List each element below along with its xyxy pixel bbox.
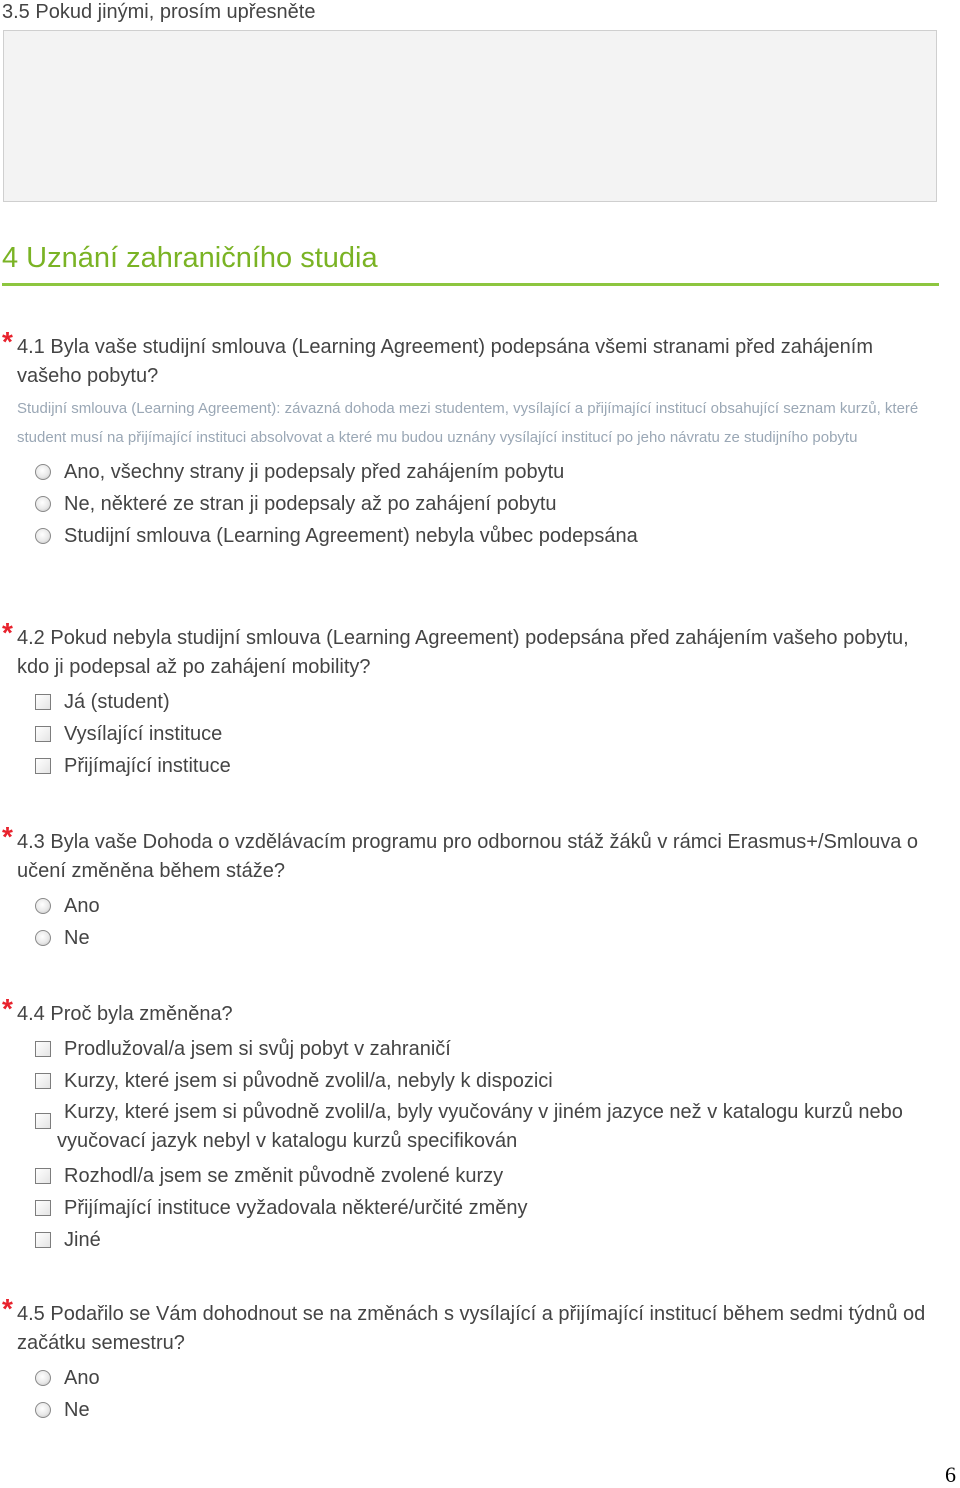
- option-label: Vysílající instituce: [64, 723, 223, 745]
- option-label: Ano, všechny strany ji podepsaly před zahájením pobytu: [64, 461, 565, 483]
- option-radio[interactable]: [2, 520, 942, 552]
- question-4-5-title: * 4.5 Podařilo se Vám dohodnout se na změnách s vysílající a přijímající institucí během sedmi týdnů od začátku semestru?: [2, 1293, 926, 1354]
- section-divider: [2, 283, 939, 286]
- required-star-icon: *: [2, 821, 13, 852]
- option-label: Kurzy, které jsem si původně zvolil/a, nebyly k dispozici: [64, 1070, 553, 1092]
- question-4-1-title: * 4.1 Byla vaše studijní smlouva (Learning Agreement) podepsána všemi stranami před zahájením vašeho pobytu?: [2, 326, 874, 387]
- checkbox-icon[interactable]: [35, 726, 51, 742]
- option-label: Jiné: [64, 1229, 101, 1251]
- required-star-icon: *: [2, 617, 13, 648]
- checkbox-icon[interactable]: [35, 694, 51, 710]
- question-4-3: [2, 821, 942, 954]
- option-radio[interactable]: [2, 456, 942, 488]
- question-4-2: [2, 617, 942, 782]
- option-checkbox[interactable]: [2, 718, 942, 750]
- radio-button-icon[interactable]: [35, 930, 51, 946]
- checkbox-icon[interactable]: [35, 758, 51, 774]
- checkbox-icon[interactable]: [35, 1041, 51, 1057]
- checkbox-icon[interactable]: [35, 1113, 51, 1129]
- required-star-icon: *: [2, 326, 13, 357]
- required-star-icon: *: [2, 993, 13, 1024]
- question-4-2-title: * 4.2 Pokud nebyla studijní smlouva (Learning Agreement) podepsána před zahájením vašeho pobytu, kdo ji podepsal až po zahájení mobility?: [2, 617, 909, 678]
- option-label: Ne: [64, 1399, 90, 1421]
- radio-button-icon[interactable]: [35, 496, 51, 512]
- section-title: 4 Uznání zahraničního studia: [2, 242, 378, 274]
- option-label: Ne, některé ze stran ji podepsaly až po zahájení pobytu: [64, 493, 557, 515]
- radio-button-icon[interactable]: [35, 1402, 51, 1418]
- question-4-5: [2, 1293, 942, 1426]
- option-label: Já (student): [64, 691, 170, 713]
- checkbox-icon[interactable]: [35, 1232, 51, 1248]
- page-number: 6: [945, 1462, 956, 1487]
- option-radio[interactable]: [2, 488, 942, 520]
- option-label: Ne: [64, 927, 90, 949]
- option-radio[interactable]: [2, 1362, 942, 1394]
- option-label: Přijímající instituce: [64, 755, 231, 777]
- option-checkbox[interactable]: [2, 1065, 942, 1097]
- radio-button-icon[interactable]: [35, 464, 51, 480]
- option-checkbox[interactable]: [2, 1033, 942, 1065]
- option-label: Studijní smlouva (Learning Agreement) nebyla vůbec podepsána: [64, 525, 638, 547]
- question-3-5-textarea[interactable]: [3, 30, 937, 202]
- option-radio[interactable]: [2, 1394, 942, 1426]
- required-star-icon: *: [2, 1293, 13, 1324]
- option-checkbox[interactable]: [2, 1097, 942, 1160]
- option-label: Kurzy, které jsem si původně zvolil/a, byly vyučovány v jiném jazyce než v katalogu kurzů nebo vyučovací jazyk nebyl v katalogu kurzů specifikován: [57, 1101, 903, 1152]
- option-checkbox[interactable]: [2, 1160, 942, 1192]
- radio-button-icon[interactable]: [35, 898, 51, 914]
- checkbox-icon[interactable]: [35, 1073, 51, 1089]
- radio-button-icon[interactable]: [35, 528, 51, 544]
- question-4-4: [2, 993, 942, 1256]
- checkbox-icon[interactable]: [35, 1168, 51, 1184]
- option-label: Ano: [64, 895, 100, 917]
- option-checkbox[interactable]: [2, 750, 942, 782]
- question-4-3-title: * 4.3 Byla vaše Dohoda o vzdělávacím programu pro odbornou stáž žáků v rámci Erasmus+/Smlouva o učení změněna během stáže?: [2, 821, 918, 882]
- question-4-1: [2, 326, 942, 552]
- option-label: Prodlužoval/a jsem si svůj pobyt v zahraničí: [64, 1038, 451, 1060]
- option-label: Ano: [64, 1367, 100, 1389]
- option-radio[interactable]: [2, 890, 942, 922]
- option-checkbox[interactable]: [2, 686, 942, 718]
- option-label: Rozhodl/a jsem se změnit původně zvolené kurzy: [64, 1165, 504, 1187]
- question-3-5-label: 3.5 Pokud jinými, prosím upřesněte: [2, 1, 316, 23]
- question-4-1-description: Studijní smlouva (Learning Agreement): závazná dohoda mezi studentem, vysílající a přijímající institucí obsahující seznam kurzů, které student musí na přijímající instituci absolvovat a které mu budou uznány vysílající institucí po jeho návratu ze studijního pobytu: [17, 400, 919, 446]
- question-4-4-title: * 4.4 Proč byla změněna?: [2, 993, 233, 1025]
- option-label: Přijímající instituce vyžadovala některé/určité změny: [64, 1197, 528, 1219]
- option-checkbox[interactable]: [2, 1224, 942, 1256]
- option-radio[interactable]: [2, 922, 942, 954]
- option-checkbox[interactable]: [2, 1192, 942, 1224]
- checkbox-icon[interactable]: [35, 1200, 51, 1216]
- radio-button-icon[interactable]: [35, 1370, 51, 1386]
